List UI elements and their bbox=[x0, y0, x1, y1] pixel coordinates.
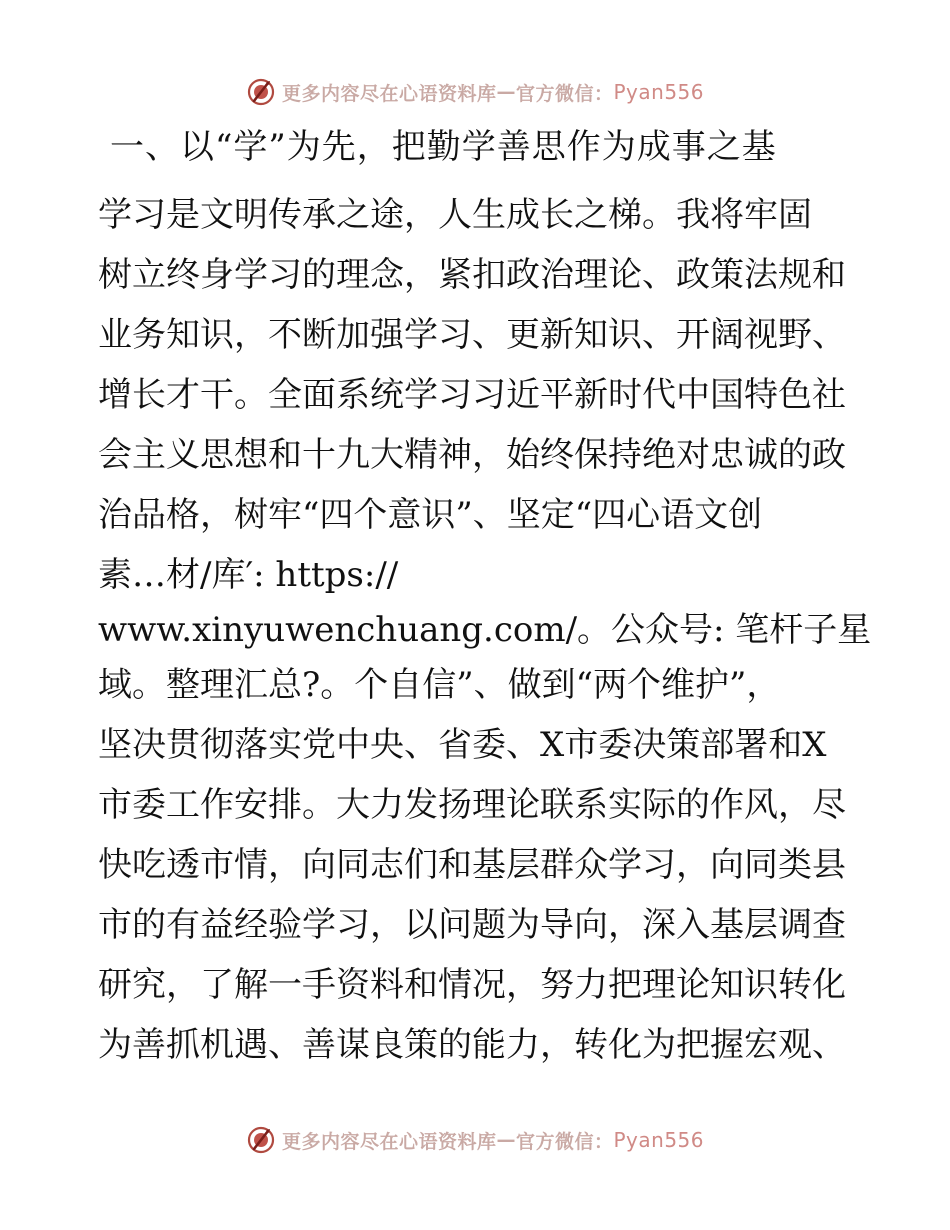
watermark-title: 更多内容尽在心语资料库 bbox=[281, 1130, 497, 1153]
body-line: 树立终身学习的理念，紧扣政治理论、政策法规和 bbox=[98, 255, 846, 295]
watermark-header bbox=[0, 72, 950, 112]
body-line: 市的有益经验学习，以问题为导向，深入基层调查 bbox=[98, 905, 846, 945]
pen-logo-icon bbox=[246, 1125, 276, 1155]
body-line: 研究，了解一手资料和情况，努力把理论知识转化 bbox=[98, 965, 846, 1005]
watermark-wechat-label: 官方微信： bbox=[515, 1130, 614, 1153]
section-heading: 一、以“学”为先，把勤学善思作为成事之基 bbox=[110, 127, 777, 167]
watermark-wechat-id: Pyan556 bbox=[613, 80, 705, 104]
body-line: 业务知识，不断加强学习、更新知识、开阔视野、 bbox=[98, 315, 846, 355]
body-line: 坚决贯彻落实党中央、省委、X市委决策部署和X bbox=[98, 725, 827, 765]
pen-logo-icon bbox=[246, 77, 276, 107]
body-line: www.xinyuwenchuang.com/。公众号: 笔杆子星 bbox=[98, 610, 872, 650]
body-line: 增长才干。全面系统学习习近平新时代中国特色社 bbox=[98, 375, 846, 415]
watermark-title: 更多内容尽在心语资料库 bbox=[281, 82, 497, 105]
body-line: 会主义思想和十九大精神，始终保持绝对忠诚的政 bbox=[98, 435, 846, 475]
body-line: 市委工作安排。大力发扬理论联系实际的作风，尽 bbox=[98, 785, 846, 825]
body-line: 学习是文明传承之途，人生成长之梯。我将牢固 bbox=[98, 195, 812, 235]
body-line: 域。整理汇总?。个自信”、做到“两个维护”， bbox=[98, 665, 781, 705]
watermark-dash: — bbox=[496, 1129, 516, 1151]
watermark-footer bbox=[0, 1120, 950, 1160]
body-line: 快吃透市情，向同志们和基层群众学习，向同类县 bbox=[98, 845, 846, 885]
body-line: 治品格，树牢“四个意识”、坚定“四心语文创 bbox=[98, 495, 763, 535]
watermark-wechat-id: Pyan556 bbox=[613, 1128, 705, 1152]
watermark-wechat-label: 官方微信： bbox=[515, 82, 614, 105]
body-line: 为善抓机遇、善谋良策的能力，转化为把握宏观、 bbox=[98, 1025, 846, 1065]
watermark-dash: — bbox=[496, 81, 516, 103]
body-line: 素…材/库′: https:// bbox=[98, 555, 399, 595]
